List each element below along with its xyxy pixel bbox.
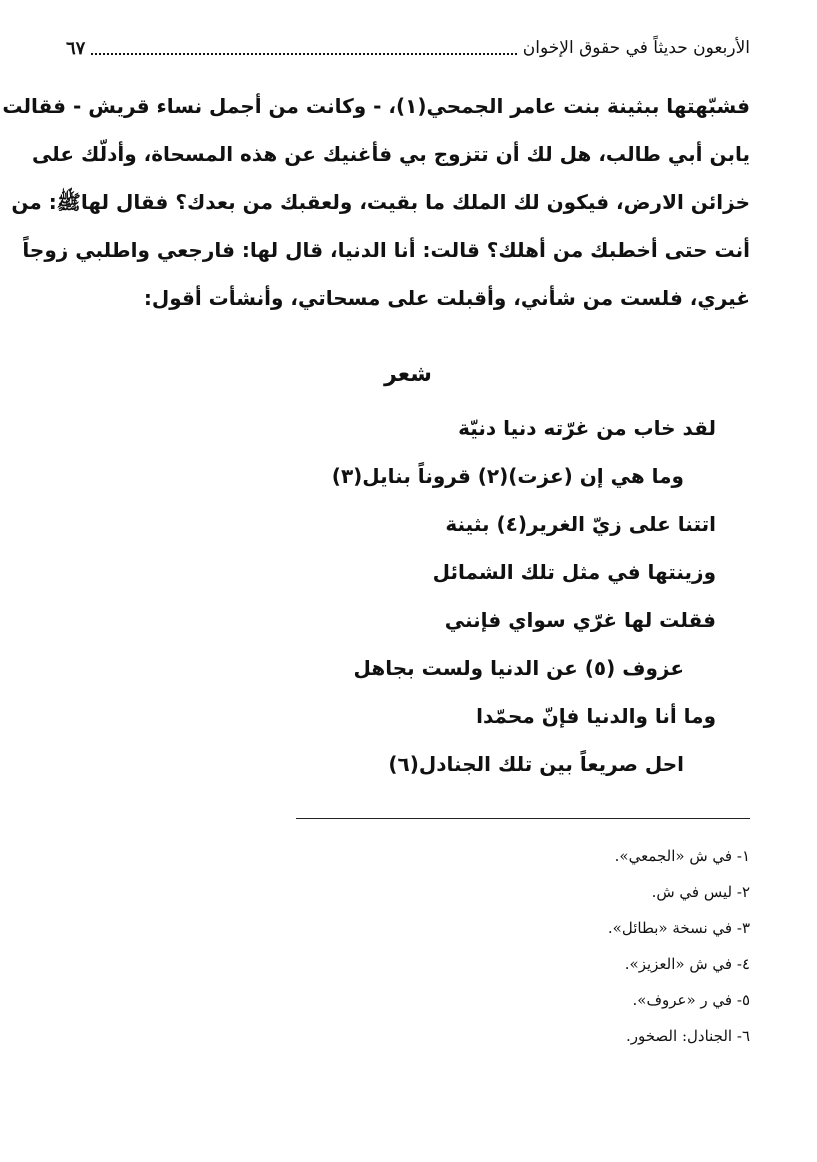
footnote: ٢- ليس في ش. [651, 883, 750, 901]
poem-verse: احل صريعاً بين تلك الجنادل(٦) [388, 752, 684, 776]
page-number: ٦٧ [66, 37, 86, 59]
poem-verse: فقلت لها غرّي سواي فإنني [444, 608, 716, 632]
leader-dots [91, 41, 516, 55]
poem-verse: وزينتها في مثل تلك الشمائل [432, 560, 716, 584]
poem-verse: عزوف (٥) عن الدنيا ولست بجاهل [353, 656, 684, 680]
body-line: يابن أبي طالب، هل لك أن تتزوج بي فأغنيك عن هذه المسحاة، وأدلّك على [31, 142, 750, 166]
poem-verse: وما أنا والدنيا فإنّ محمّدا [476, 704, 716, 728]
footnotes [66, 838, 750, 1054]
body-line: أنت حتى أخطبك من أهلك؟ قالت: أنا الدنيا، قال لها: فارجعي واطلبي زوجاً [22, 238, 750, 262]
running-header-title: الأربعون حديثاً في حقوق الإخوان [522, 38, 750, 58]
footnote: ٣- في نسخة «بطائل». [607, 919, 750, 937]
footnote: ٥- في ر «عروف». [632, 991, 750, 1009]
poem-heading: شعر [384, 362, 432, 387]
body-line: خزائن الارض، فيكون لك الملك ما بقيت، ولعقبك من بعدك؟ فقال لهاﷺ: من [11, 190, 750, 214]
footnote: ٦- الجنادل: الصخور. [625, 1027, 750, 1045]
body-line: فشبّهتها ببثينة بنت عامر الجمحي(١)، - وكانت من أجمل نساء قريش - فقالت [2, 94, 750, 118]
poem-verse: وما هي إن (عزت)(٢) قروناً بنايل(٣) [331, 464, 684, 488]
footnote-separator [296, 818, 750, 819]
footnote: ١- في ش «الجمعي». [614, 847, 750, 865]
running-header [66, 34, 750, 62]
poem [66, 404, 750, 788]
footnote: ٤- في ش «العزيز». [624, 955, 750, 973]
poem-verse: اتتنا على زيّ الغرير(٤) بثينة [445, 512, 716, 536]
body-paragraph [2, 82, 750, 322]
body-line: غيري، فلست من شأني، وأقبلت على مسحاتي، وأنشأت أقول: [143, 286, 750, 310]
poem-verse: لقد خاب من غرّته دنيا دنيّة [458, 416, 716, 440]
